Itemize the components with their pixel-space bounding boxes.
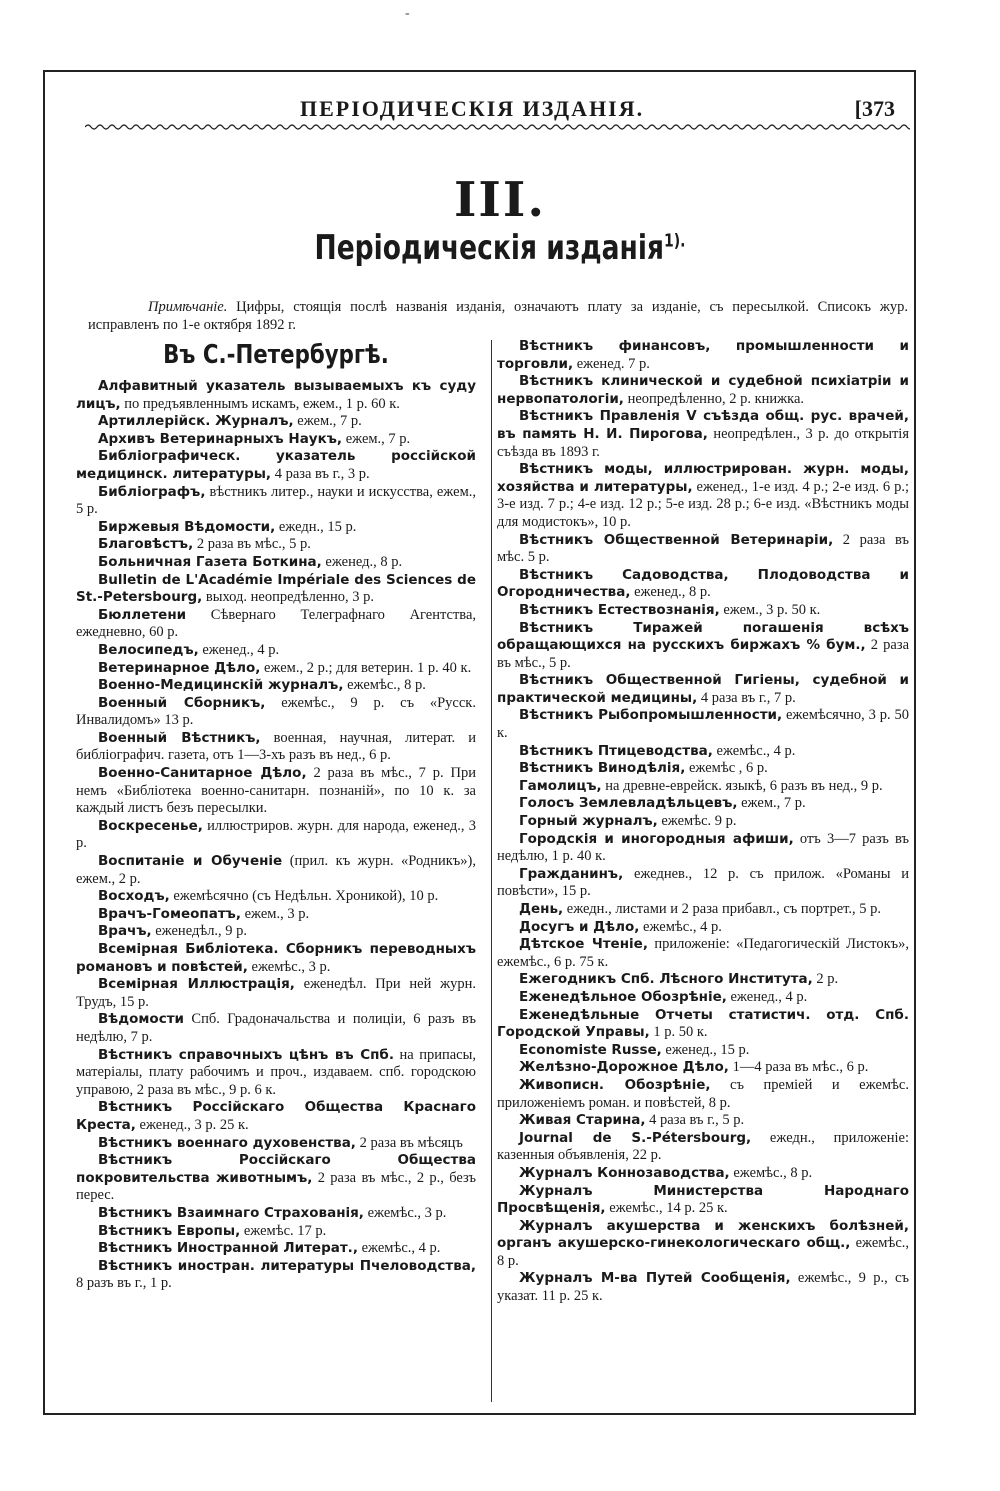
section-title-text: Періодическія изданія <box>314 228 664 268</box>
periodical-title: Ежегодникъ Спб. Лѣсного Института, <box>519 971 813 988</box>
periodical-entry <box>76 1205 476 1223</box>
periodical-entry <box>497 1059 909 1077</box>
periodical-title: Благовѣстъ, <box>98 536 194 553</box>
periodical-details: 2 раза въ мѣсяцъ <box>355 1134 463 1151</box>
periodical-title: Горный журналъ, <box>519 813 658 830</box>
periodical-entry <box>76 431 476 449</box>
periodical-title: Bulletin de L'Académie Impériale des Sciences de St.-Petersbourg, <box>76 571 476 606</box>
periodical-title: Бюллетени <box>98 606 187 623</box>
periodical-details: ежемѣс., 9 р., съ указат. 11 р. 25 к. <box>497 1270 909 1305</box>
periodical-title: Восходъ, <box>98 888 170 905</box>
periodical-title: Воскресенье, <box>98 817 203 834</box>
periodical-entry <box>76 572 476 607</box>
periodical-entry <box>497 760 909 778</box>
periodical-details: Сѣвернаго Телеграфнаго Агентства, ежедневно, 60 р. <box>76 606 476 641</box>
periodical-entry <box>76 976 476 1011</box>
periodical-details: еженедѣл., 9 р. <box>151 923 248 940</box>
periodical-title: Биржевыя Вѣдомости, <box>98 518 276 535</box>
periodical-entry <box>76 765 476 818</box>
periodical-entry <box>497 831 909 866</box>
periodical-details: 2 р. <box>812 971 839 988</box>
periodical-entry <box>497 795 909 813</box>
periodical-details: ежем., 7 р. <box>342 430 411 447</box>
page-number: [373 <box>854 96 895 121</box>
note-label: Примѣчаніе. <box>148 298 228 315</box>
periodical-details: ежедн., 15 р. <box>275 518 357 535</box>
wavy-rule <box>85 122 910 132</box>
periodical-title: Библіографическ. указатель россійской медицинск. литературы, <box>76 448 476 482</box>
periodical-details: 2 раза въ мѣс., 2 р., безъ перес. <box>76 1169 476 1204</box>
periodical-entry <box>497 919 909 937</box>
periodical-entry <box>76 519 476 537</box>
periodical-title: Вѣстникъ иностран. литературы Пчеловодства, <box>98 1257 476 1274</box>
periodical-entry <box>76 448 476 483</box>
periodical-title: Городскія и иногородныя афиши, <box>519 830 794 847</box>
note-text: Цифры, стоящія послѣ названія изданія, означаютъ плату за изданіе, съ пересылкой. Списокъ жур. исправленъ по 1-е октября 1892 г. <box>88 298 908 333</box>
periodical-entry <box>76 1152 476 1205</box>
periodical-title: Врачъ-Гомеопатъ, <box>98 905 241 922</box>
periodical-title: Вѣстникъ Винодѣлія, <box>519 760 686 777</box>
periodical-entry <box>497 1007 909 1042</box>
periodical-entry <box>76 1240 476 1258</box>
periodical-details: 2 раза въ мѣс., 5 р. <box>193 536 311 553</box>
periodical-details: еженедѣл. При ней журн. Трудъ, 15 р. <box>76 976 477 1010</box>
periodical-details: ежемѣс., 14 р. 25 к. <box>605 1200 728 1217</box>
periodical-title: Дѣтское Чтеніе, <box>519 936 648 953</box>
periodical-entry <box>76 853 476 888</box>
periodical-entry <box>76 642 476 660</box>
periodical-title: Вѣстникъ Россійскаго Общества Краснаго Креста, <box>76 1099 476 1133</box>
periodical-entry <box>497 813 909 831</box>
periodical-title: Еженедѣльное Обозрѣніе, <box>519 988 727 1005</box>
periodical-title: Алфавитный указатель вызываемыхъ къ суду лицъ, <box>76 378 476 412</box>
periodical-entry <box>76 536 476 554</box>
periodical-title: Всемірная Библіотека. Сборникъ переводныхъ романовъ и повѣстей, <box>76 941 476 975</box>
periodical-details: еженед., 4 р. <box>726 988 808 1005</box>
periodical-entry <box>76 677 476 695</box>
periodical-title: Economiste Russe, <box>519 1041 662 1058</box>
periodical-entry <box>497 1042 909 1060</box>
periodical-title: Вѣстникъ справочныхъ цѣнъ въ Спб. <box>98 1046 394 1063</box>
periodical-entry <box>497 620 909 673</box>
periodical-entry <box>497 778 909 796</box>
periodical-entry <box>497 866 909 901</box>
periodical-title: Досугъ и Дѣло, <box>519 918 640 935</box>
periodical-entry <box>497 901 909 919</box>
periodical-title: Врачъ, <box>98 923 152 940</box>
periodical-entry <box>76 695 476 730</box>
periodical-details: неопредѣленно, 2 р. книжка. <box>623 390 805 407</box>
periodical-title: Вѣстникъ Тиражей погашенія всѣхъ обращающихся на русскихъ биржахъ % бум., <box>497 619 909 654</box>
periodical-entry <box>76 730 476 765</box>
periodical-entry <box>76 1099 476 1134</box>
periodical-entry <box>497 672 909 707</box>
periodical-entry <box>76 923 476 941</box>
periodical-entry <box>76 906 476 924</box>
periodical-entry <box>497 1077 909 1112</box>
periodical-entry <box>497 461 909 531</box>
periodical-title: Вѣстникъ военнаго духовенства, <box>98 1134 356 1151</box>
periodical-details: ежемѣсячно, 3 р. 50 к. <box>497 707 909 742</box>
periodical-title: Библіографъ, <box>98 483 206 500</box>
column-divider <box>491 340 492 1402</box>
periodical-title: Ветеринарное Дѣло, <box>98 659 261 676</box>
city-heading: Въ С.-Петербургѣ. <box>163 340 389 370</box>
periodical-entry <box>76 1047 476 1100</box>
periodical-details: ежедн., приложеніе: казенныя объявленія, 22 р. <box>497 1129 909 1164</box>
periodical-entry <box>497 408 909 461</box>
periodical-entry <box>497 1218 909 1271</box>
periodical-details: ежедн., листами и 2 раза прибавл., съ портрет., 5 р. <box>563 901 882 917</box>
periodical-details: ежем., 2 р.; для ветерин. 1 р. 40 к. <box>260 659 472 676</box>
periodical-entry <box>76 1223 476 1241</box>
periodical-entry <box>497 567 909 602</box>
periodical-details: на древне-еврейск. языкѣ, 6 разъ въ нед., 9 р. <box>601 777 883 794</box>
periodical-title: Военно-Медицинскій журналъ, <box>98 677 344 694</box>
periodical-entry <box>497 1130 909 1165</box>
periodical-details: ежемѣс. 9 р. <box>657 813 737 830</box>
periodical-details: ежемѣс., 8 р. <box>729 1164 813 1181</box>
section-title <box>110 228 890 268</box>
periodical-details: 1—4 раза въ мѣс., 6 р. <box>728 1059 869 1076</box>
periodical-title: Вѣстникъ клинической и судебной психіатріи и нервопатологіи, <box>497 373 909 407</box>
periodical-details: 1 р. 50 к. <box>649 1024 708 1041</box>
periodical-title: Journal de S.-Pétersbourg, <box>519 1129 752 1146</box>
periodical-entry <box>497 743 909 761</box>
editorial-note <box>88 298 908 334</box>
periodical-entry <box>497 936 909 971</box>
periodical-details: ежемѣс., 4 р. <box>712 742 796 759</box>
periodical-details: 4 раза въ г., 5 р. <box>645 1112 745 1129</box>
periodical-details: еженед., 1-е изд. 4 р.; 2-е изд. 6 р.; 3-е изд. 7 р.; 4-е изд. 12 р.; 5-е изд. 28 р.; 6-е изд. «Вѣстникъ моды для модистокъ», 10 р. <box>497 478 909 530</box>
periodical-entry <box>497 971 909 989</box>
right-column <box>497 338 909 1306</box>
periodical-details: (прил. къ журн. «Родникъ»), ежем., 2 р. <box>76 853 476 887</box>
periodical-details: ежемѣс , 6 р. <box>685 760 768 777</box>
periodical-title: Вѣстникъ Иностранной Литерат., <box>98 1240 358 1257</box>
periodical-title: Живописн. Обозрѣніе, <box>519 1076 711 1093</box>
periodical-entry <box>497 1165 909 1183</box>
section-numeral: III. <box>453 172 547 228</box>
periodical-details: съ преміей и ежемѣс. приложеніемъ роман. и повѣстей, 8 р. <box>497 1076 909 1111</box>
periodical-title: Журналъ М-ва Путей Сообщенія, <box>519 1270 791 1287</box>
periodical-details: по предъявленнымъ искамъ, ежем., 1 р. 60 к. <box>120 395 400 412</box>
periodical-title: Архивъ Ветеринарныхъ Наукъ, <box>98 430 343 447</box>
periodical-details: 2 раза въ мѣс. 5 р. <box>497 531 909 566</box>
periodical-title: Еженедѣльные Отчеты статистич. отд. Спб. Городской Управы, <box>497 1006 909 1041</box>
periodical-title: Вѣстникъ Общественной Ветеринаріи, <box>519 531 834 548</box>
periodical-details: ежемѣс., 9 р. съ «Русск. Инвалидомъ» 13 р. <box>76 694 476 729</box>
periodical-entry <box>76 554 476 572</box>
periodical-entry <box>76 1258 476 1293</box>
periodical-entry <box>76 888 476 906</box>
periodical-title: Вѣстникъ Естествознанія, <box>519 601 720 618</box>
periodical-title: Желѣзно-Дорожное Дѣло, <box>519 1059 729 1076</box>
periodical-details: еженед., 8 р. <box>321 553 403 570</box>
left-entry-list <box>76 378 476 1293</box>
periodical-details: ежемѣс., 4 р. <box>639 918 722 935</box>
periodical-details: еженед., 15 р. <box>661 1041 750 1058</box>
periodical-details: выход. неопредѣленно, 3 р. <box>202 589 375 606</box>
periodical-title: Вѣстникъ Европы, <box>98 1222 241 1239</box>
periodical-details: ежемѣсячно (съ Недѣльн. Хроникой), 10 р. <box>169 888 439 905</box>
periodical-entry <box>76 378 476 413</box>
periodical-details: ежем., 7 р. <box>737 795 806 812</box>
periodical-details: Спб. Градоначальства и полиціи, 6 разъ въ недѣлю, 7 р. <box>76 1011 476 1045</box>
periodical-details: еженед., 3 р. 25 к. <box>135 1116 249 1133</box>
periodical-details: еженед. 7 р. <box>573 355 650 372</box>
periodical-title: Вѣдомости <box>98 1011 184 1028</box>
periodical-details: 4 раза въ г., 7 р. <box>697 689 796 706</box>
periodical-details: ежем., 3 р. 50 к. <box>719 601 821 618</box>
periodical-details: ежемѣс., 8 р. <box>343 677 426 694</box>
periodical-title: Вѣстникъ Россійскаго Общества покровительства животнымъ, <box>76 1152 476 1186</box>
periodical-details: еженед., 4 р. <box>198 641 280 658</box>
periodical-details: ежемѣс., 3 р. <box>363 1204 447 1221</box>
periodical-title: Военно-Санитарное Дѣло, <box>98 765 307 782</box>
periodical-title: Вѣстникъ Рыбопромышленности, <box>519 707 783 724</box>
periodical-details: 4 раза въ г., 3 р. <box>271 465 370 482</box>
periodical-title: Вѣстникъ Птицеводства, <box>519 742 713 759</box>
periodical-details: военная, научная, литерат. и библіографич. газета, отъ 1—3-хъ разъ въ нед., 6 р. <box>76 729 476 764</box>
periodical-details: 8 разъ въ г., 1 р. <box>76 1275 172 1292</box>
periodical-entry <box>76 1011 476 1046</box>
periodical-entry <box>76 484 476 519</box>
periodical-title: Журналъ Министерства Народнаго Просвѣщенія, <box>497 1182 909 1217</box>
periodical-entry <box>76 1135 476 1153</box>
periodical-entry <box>497 602 909 620</box>
periodical-details: 2 раза въ мѣс., 7 р. При немъ «Библіотека военно-санитарн. познаній», по 10 к. за каждый листъ безъ пересылки. <box>76 765 476 817</box>
periodical-details: ежеднев., 12 р. съ прилож. «Романы и повѣсти», 15 р. <box>497 865 909 900</box>
periodical-details: неопредѣлен., 3 р. до открытія съѣзда въ 1893 г. <box>497 425 909 460</box>
periodical-title: Журналъ Коннозаводства, <box>519 1164 730 1181</box>
periodical-details: отъ 3—7 разъ въ недѣлю, 1 р. 40 к. <box>497 830 909 865</box>
periodical-title: Вѣстникъ моды, иллюстрирован. журн. моды, хозяйства и литературы, <box>497 461 909 495</box>
periodical-title: Вѣстникъ финансовъ, промышленности и торговли, <box>497 338 909 372</box>
periodical-title: Военный Сборникъ, <box>98 694 266 711</box>
periodical-details: приложеніе: «Педагогическій Листокъ», ежемѣс., 6 р. 75 к. <box>497 936 909 970</box>
periodical-title: Воспитаніе и Обученіе <box>98 853 283 870</box>
periodical-details: ежемѣс. 17 р. <box>240 1222 327 1239</box>
periodical-details: ежемѣс., 3 р. <box>247 958 331 975</box>
periodical-entry <box>76 413 476 431</box>
periodical-title: Артиллерійск. Журналъ, <box>98 413 294 430</box>
periodical-entry <box>76 941 476 976</box>
periodical-entry <box>497 532 909 567</box>
left-column <box>76 338 476 1293</box>
periodical-details: вѣстникъ литер., науки и искусства, ежем., 5 р. <box>76 483 476 518</box>
periodical-details: ежемѣс., 8 р. <box>497 1235 910 1269</box>
periodical-details: иллюстриров. журн. для народа, еженед., 3 р. <box>76 817 476 852</box>
periodical-entry <box>497 1270 909 1305</box>
periodical-entry <box>76 660 476 678</box>
periodical-entry <box>497 338 909 373</box>
periodical-title: Больничная Газета Боткина, <box>98 553 322 570</box>
periodical-entry <box>497 373 909 408</box>
periodical-entry <box>497 1112 909 1130</box>
periodical-details: ежем., 7 р. <box>293 413 362 430</box>
periodical-title: Вѣстникъ Взаимнаго Страхованія, <box>98 1204 364 1221</box>
periodical-title: Живая Старина, <box>519 1112 646 1129</box>
periodical-entry <box>497 989 909 1007</box>
running-title: ПЕРІОДИЧЕСКІЯ ИЗДАНІЯ. <box>300 96 645 121</box>
periodical-title: Велосипедъ, <box>98 641 199 658</box>
top-mark: - <box>405 6 410 21</box>
periodical-entry <box>497 1183 909 1218</box>
periodical-title: Вѣстникъ Правленія V съѣзда общ. рус. врачей, въ память Н. И. Пирогова, <box>497 408 909 442</box>
periodical-title: Гражданинъ, <box>519 865 624 882</box>
periodical-title: Всемірная Иллюстрація, <box>98 976 295 993</box>
periodical-title: Военный Вѣстникъ, <box>98 729 261 746</box>
footnote-mark: 1). <box>663 230 686 252</box>
periodical-entry <box>76 607 476 642</box>
periodical-title: Голосъ Землевладѣльцевъ, <box>519 795 738 812</box>
periodical-details: 2 раза въ мѣс., 5 р. <box>497 637 910 671</box>
periodical-details: еженед., 8 р. <box>630 584 711 601</box>
periodical-details: ежемѣс., 4 р. <box>357 1240 441 1257</box>
periodical-title: Вѣстникъ Общественной Гигіены, судебной и практической медицины, <box>497 672 909 706</box>
periodical-entry <box>497 707 909 742</box>
periodical-title: День, <box>519 901 564 917</box>
periodical-details: на припасы, матеріалы, плату рабочимъ и проч., издаваем. спб. городскою управою, 2 раза въ мѣс., 9 р. 6 к. <box>76 1046 476 1098</box>
periodical-entry <box>76 818 476 853</box>
periodical-title: Журналъ акушерства и женскихъ болѣзней, органъ акушерско-гинекологическаго общ., <box>497 1217 909 1252</box>
right-entry-list <box>497 338 909 1306</box>
periodical-title: Гамолицъ, <box>519 777 602 794</box>
periodical-details: ежем., 3 р. <box>240 905 310 922</box>
periodical-title: Вѣстникъ Садоводства, Плодоводства и Огородничества, <box>497 566 909 601</box>
